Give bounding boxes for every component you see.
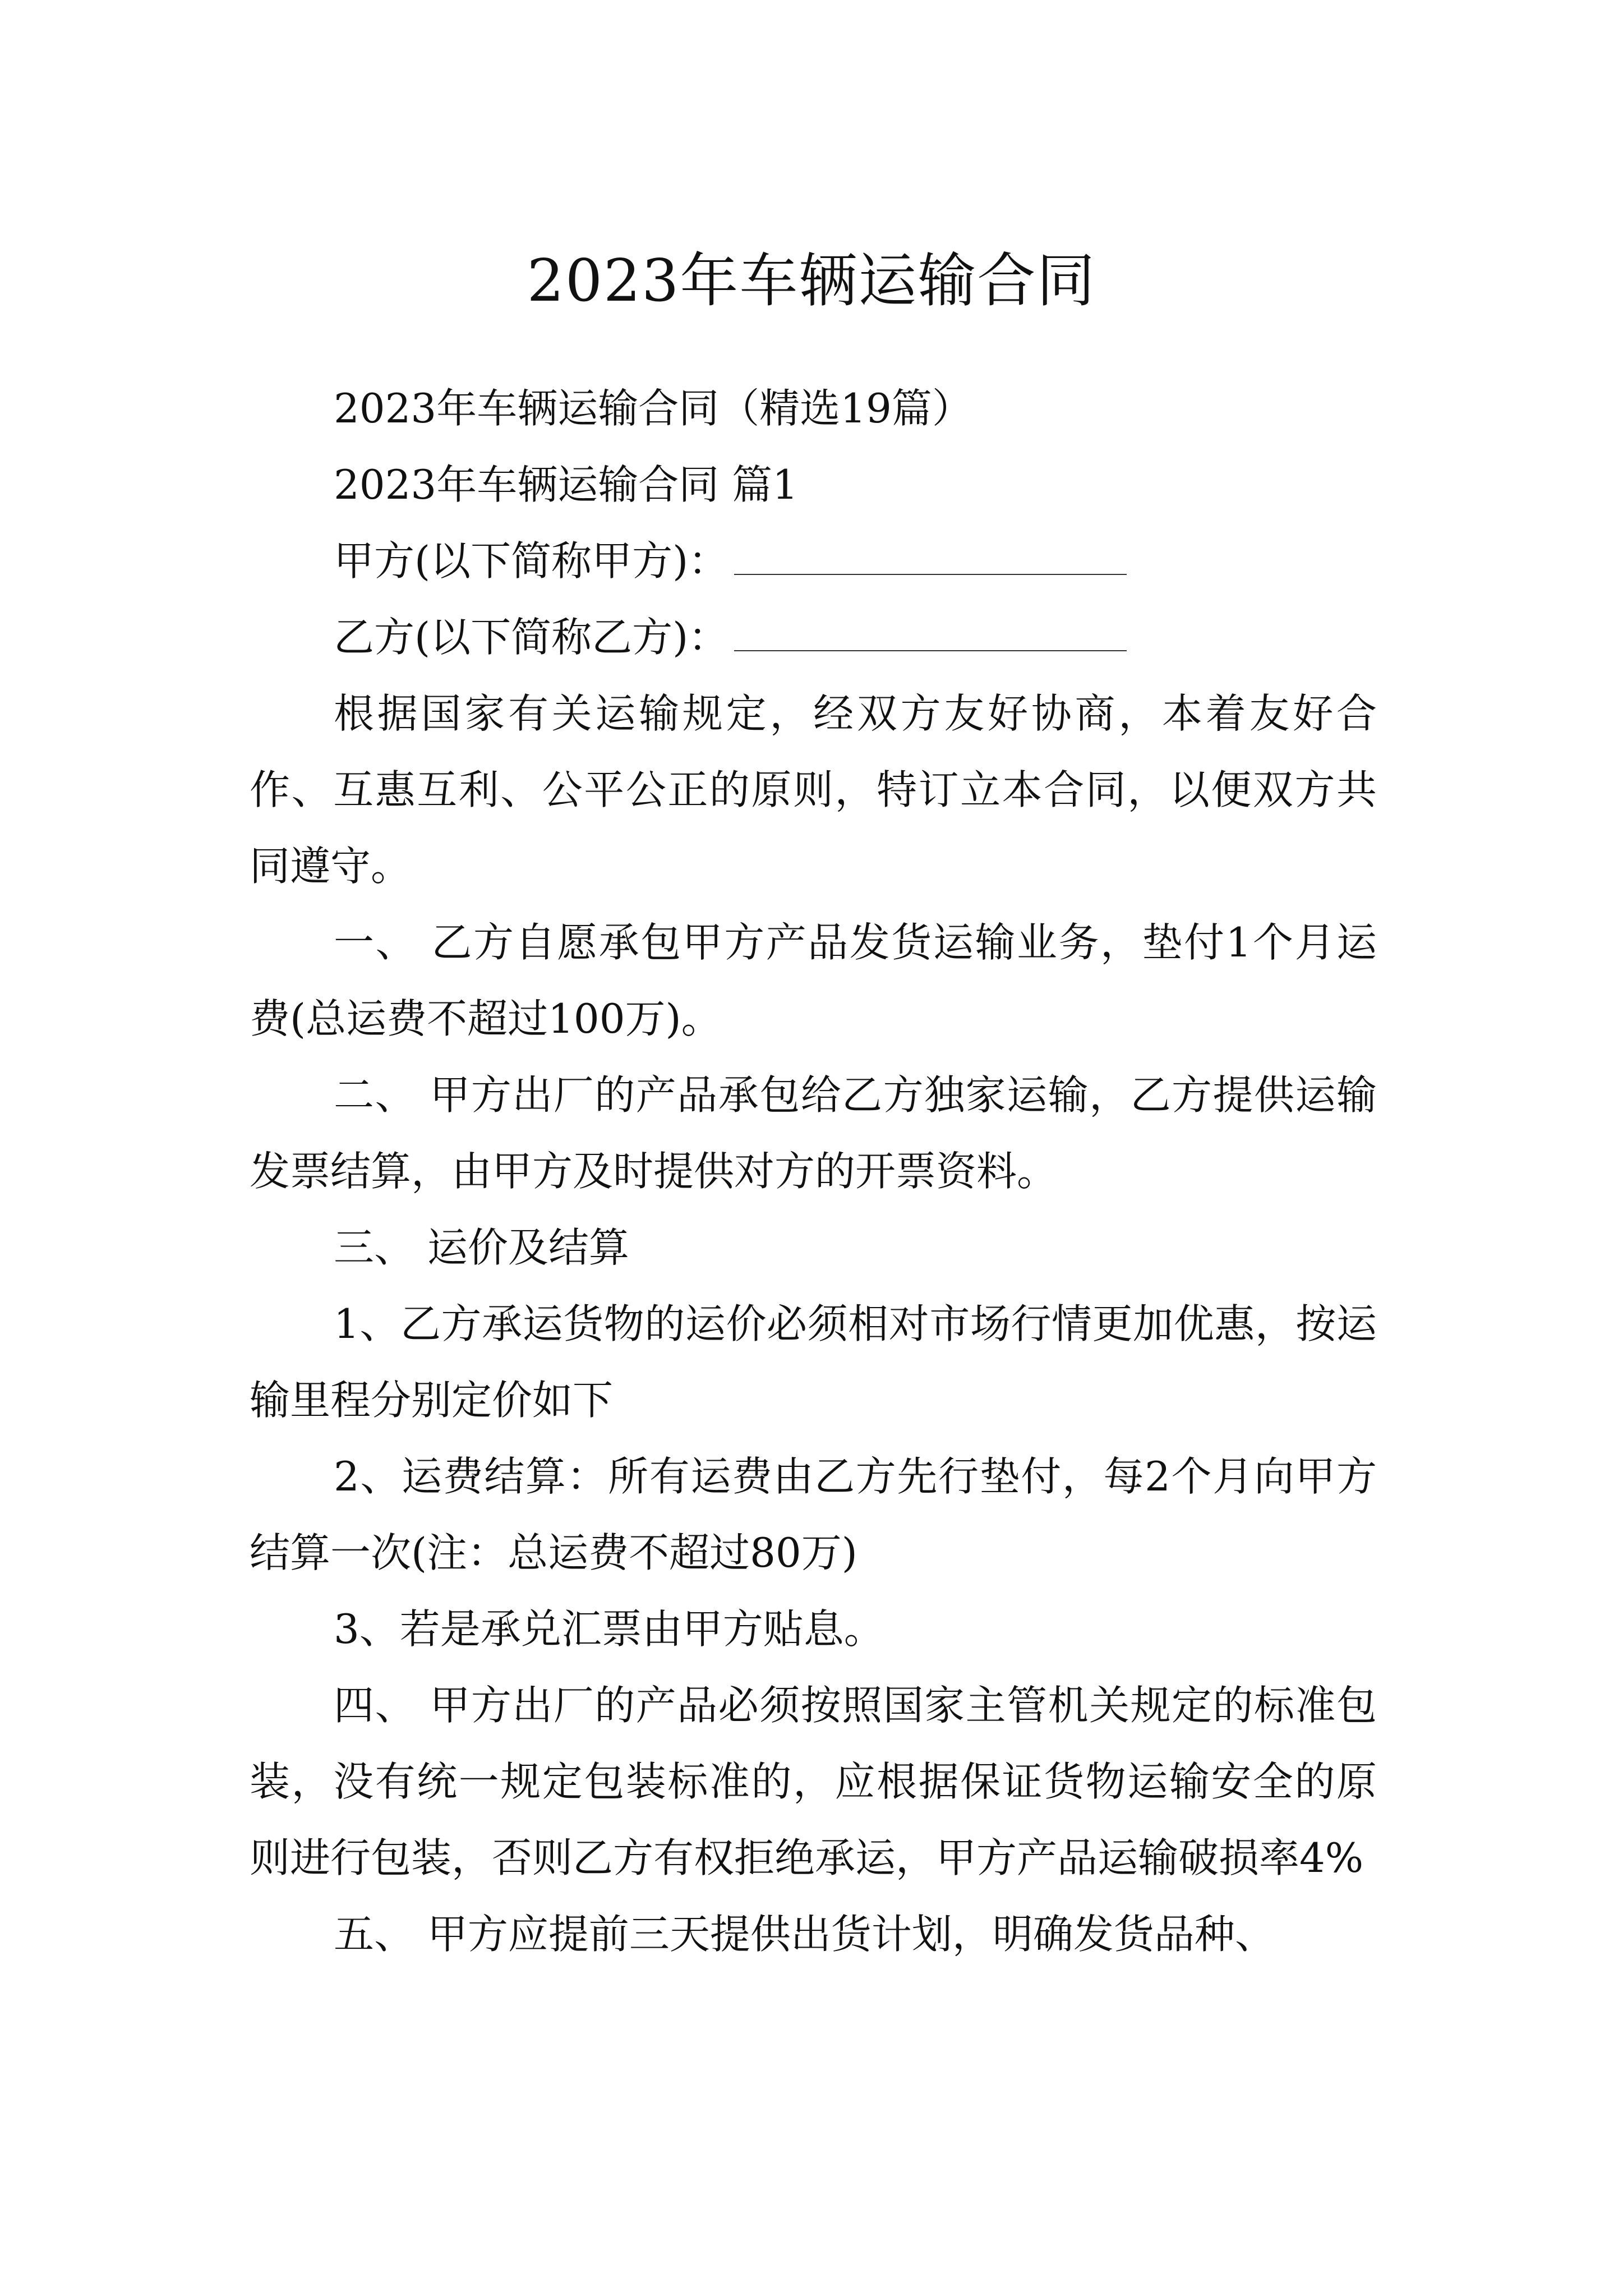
document-title: 2023年车辆运输合同 — [527, 246, 1096, 315]
paragraph-subtitle: 2023年车辆运输合同（精选19篇） — [334, 385, 972, 432]
party-b-blank-line — [734, 616, 1127, 651]
paragraph-party-b — [250, 599, 1377, 675]
paragraph-clause-3-item-1: 1、乙方承运货物的运价必须相对市场行情更加优惠，按运输里程分别定价如下 — [250, 1300, 1377, 1424]
paragraph-party-a — [250, 523, 1377, 599]
paragraph-clause-4: 四、 甲方出厂的产品必须按照国家主管机关规定的标准包装，没有统一规定包装标准的，应根据保证货物运输安全的原则进行包装，否则乙方有权拒绝承运，甲方产品运输破损率4% — [250, 1682, 1377, 1881]
paragraph-section-heading: 2023年车辆运输合同 篇1 — [334, 461, 798, 508]
document-body — [250, 370, 1377, 1972]
party-b-label: 乙方(以下简称乙方)： — [334, 614, 729, 661]
paragraph-clause-3-item-2: 2、运费结算：所有运费由乙方先行垫付，每2个月向甲方结算一次(注：总运费不超过80万) — [250, 1453, 1377, 1576]
paragraph-preamble: 根据国家有关运输规定，经双方友好协商，本着友好合作、互惠互利、公平公正的原则，特订立本合同，以便双方共同遵守。 — [250, 690, 1377, 890]
paragraph-clause-2: 二、 甲方出厂的产品承包给乙方独家运输，乙方提供运输发票结算，由甲方及时提供对方的开票资料。 — [250, 1071, 1377, 1195]
paragraph-clause-5: 五、 甲方应提前三天提供出货计划，明确发货品种、 — [334, 1911, 1275, 1958]
paragraph-clause-1: 一、 乙方自愿承包甲方产品发货运输业务，垫付1个月运费(总运费不超过100万)。 — [250, 919, 1377, 1042]
paragraph-clause-3-heading: 三、 运价及结算 — [334, 1224, 629, 1271]
party-a-blank-line — [734, 540, 1127, 575]
paragraph-clause-3-item-3: 3、若是承兑汇票由甲方贴息。 — [334, 1605, 884, 1653]
party-a-label: 甲方(以下简称甲方)： — [334, 537, 729, 585]
